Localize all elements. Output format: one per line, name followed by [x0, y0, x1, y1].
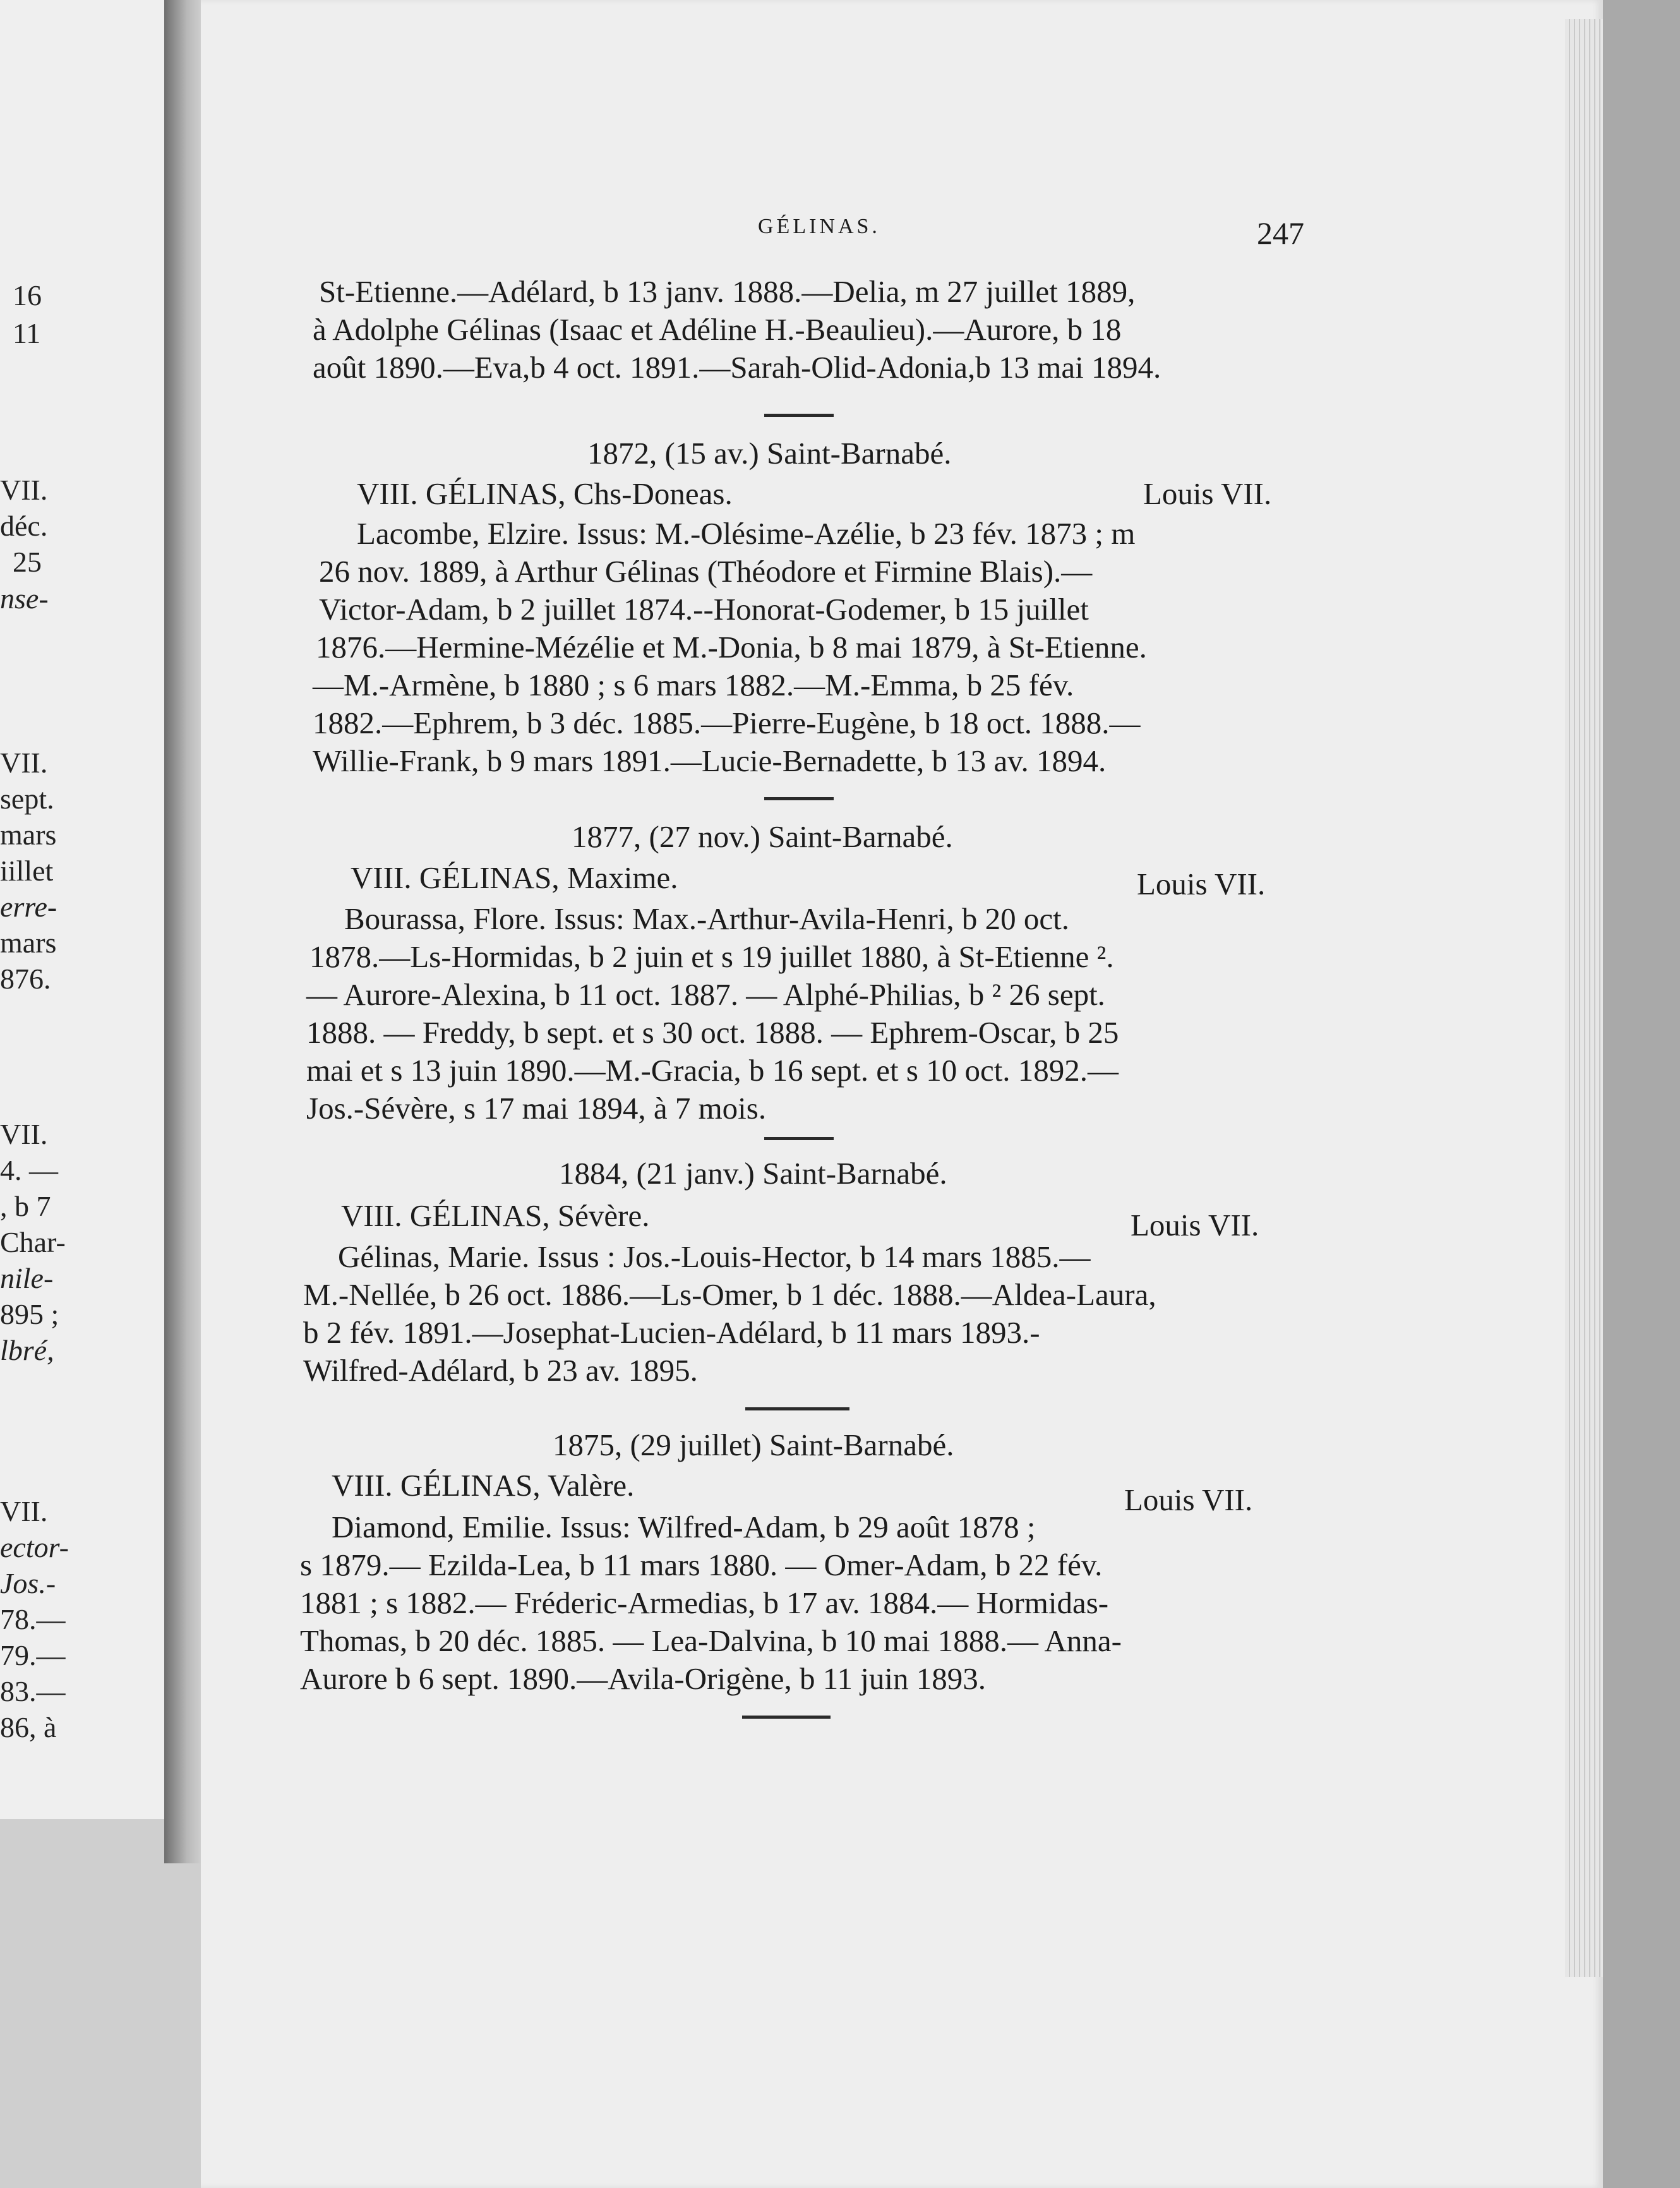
- marriage-heading: 1875, (29 juillet) Saint-Barnabé.: [553, 1428, 954, 1462]
- parent-reference: Louis VII.: [1143, 476, 1272, 511]
- left-fragment: , b 7: [0, 1190, 51, 1222]
- left-fragment: nse-: [0, 582, 49, 615]
- entry-line: mai et s 13 juin 1890.—M.-Gracia, b 16 sept. et s 10 oct. 1892.—: [306, 1053, 1119, 1088]
- marriage-heading: 1884, (21 janv.) Saint-Barnabé.: [559, 1156, 947, 1191]
- family-name-line: VIII. GÉLINAS, Valère.: [332, 1468, 635, 1503]
- entry-line: b 2 fév. 1891.—Josephat-Lucien-Adélard, b 11 mars 1893.-: [303, 1315, 1040, 1350]
- left-fragment: 86, à: [0, 1711, 57, 1743]
- family-name-line: VIII. GÉLINAS, Chs-Doneas.: [357, 476, 733, 511]
- left-fragment: 11: [13, 317, 41, 349]
- entry-line: Bourassa, Flore. Issus: Max.-Arthur-Avila-Henri, b 20 oct.: [344, 901, 1070, 936]
- left-fragment: 16: [13, 279, 42, 311]
- scanner-background: [1603, 0, 1680, 2188]
- left-fragment: iillet: [0, 855, 54, 887]
- left-fragment: sept.: [0, 783, 54, 815]
- left-fragment: erre-: [0, 891, 57, 923]
- family-name-line: VIII. GÉLINAS, Sévère.: [341, 1198, 650, 1233]
- entry-line: s 1879.— Ezilda-Lea, b 11 mars 1880. — Omer-Adam, b 22 fév.: [300, 1548, 1103, 1582]
- left-fragment: 79.—: [0, 1639, 66, 1671]
- parent-reference: Louis VII.: [1124, 1482, 1253, 1517]
- left-fragment: déc.: [0, 510, 48, 542]
- entry-line: Gélinas, Marie. Issus : Jos.-Louis-Hector, b 14 mars 1885.—: [338, 1239, 1091, 1274]
- section-divider: [764, 1137, 834, 1140]
- left-fragment: 895 ;: [0, 1298, 59, 1330]
- parent-reference: Louis VII.: [1131, 1208, 1259, 1242]
- left-fragment: 78.—: [0, 1603, 66, 1635]
- left-fragment: 25: [13, 546, 42, 578]
- entry-line: 1881 ; s 1882.— Fréderic-Armedias, b 17 av. 1884.— Hormidas-: [300, 1585, 1109, 1620]
- entry-line: Victor-Adam, b 2 juillet 1874.--Honorat-Godemer, b 15 juillet: [319, 592, 1089, 627]
- page-number: 247: [1257, 215, 1304, 251]
- left-fragment: Char-: [0, 1226, 66, 1258]
- left-fragment: VII.: [0, 474, 48, 506]
- left-fragment: VII.: [0, 1495, 48, 1527]
- page-edges: [1565, 19, 1603, 1977]
- left-fragment: lbré,: [0, 1334, 54, 1366]
- section-divider: [764, 414, 834, 417]
- marriage-heading: 1872, (15 av.) Saint-Barnabé.: [587, 436, 952, 471]
- section-divider: [745, 1407, 849, 1410]
- entry-line: M.-Nellée, b 26 oct. 1886.—Ls-Omer, b 1 déc. 1888.—Aldea-Laura,: [303, 1277, 1156, 1312]
- left-fragment: nile-: [0, 1262, 54, 1294]
- entry-line: Willie-Frank, b 9 mars 1891.—Lucie-Bernadette, b 13 av. 1894.: [313, 743, 1107, 778]
- entry-line: Wilfred-Adélard, b 23 av. 1895.: [303, 1353, 698, 1388]
- entry-line: Jos.-Sévère, s 17 mai 1894, à 7 mois.: [306, 1091, 767, 1126]
- entry-line: Lacombe, Elzire. Issus: M.-Olésime-Azélie, b 23 fév. 1873 ; m: [357, 516, 1136, 551]
- entry-line: 1876.—Hermine-Mézélie et M.-Donia, b 8 mai 1879, à St-Etienne.: [316, 630, 1147, 664]
- marriage-heading: 1877, (27 nov.) Saint-Barnabé.: [572, 819, 953, 854]
- left-fragment: mars: [0, 927, 57, 959]
- entry-line: 1888. — Freddy, b sept. et s 30 oct. 1888. — Ephrem-Oscar, b 25: [306, 1015, 1119, 1050]
- entry-line: — Aurore-Alexina, b 11 oct. 1887. — Alphé-Philias, b ² 26 sept.: [306, 977, 1105, 1012]
- parent-reference: Louis VII.: [1137, 867, 1266, 901]
- left-fragment: 4. —: [0, 1154, 58, 1186]
- left-fragment: mars: [0, 819, 57, 851]
- left-fragment: Jos.-: [0, 1567, 56, 1599]
- left-fragment: VII.: [0, 1118, 48, 1150]
- book-gutter: [164, 0, 202, 1863]
- left-fragment: VII.: [0, 747, 48, 779]
- entry-line: Aurore b 6 sept. 1890.—Avila-Origène, b 11 juin 1893.: [300, 1661, 986, 1696]
- continuation-line: à Adolphe Gélinas (Isaac et Adéline H.-Beaulieu).—Aurore, b 18: [313, 312, 1122, 347]
- continuation-line: St-Etienne.—Adélard, b 13 janv. 1888.—Delia, m 27 juillet 1889,: [319, 274, 1136, 309]
- entry-line: 26 nov. 1889, à Arthur Gélinas (Théodore et Firmine Blais).—: [319, 554, 1093, 589]
- entry-line: 1882.—Ephrem, b 3 déc. 1885.—Pierre-Eugène, b 18 oct. 1888.—: [313, 706, 1141, 740]
- continuation-line: août 1890.—Eva,b 4 oct. 1891.—Sarah-Olid-Adonia,b 13 mai 1894.: [313, 350, 1161, 385]
- left-fragment: ector-: [0, 1531, 69, 1563]
- entry-line: 1878.—Ls-Hormidas, b 2 juin et s 19 juillet 1880, à St-Etienne ².: [309, 939, 1114, 974]
- section-divider: [742, 1716, 831, 1719]
- entry-line: Thomas, b 20 déc. 1885. — Lea-Dalvina, b 10 mai 1888.— Anna-: [300, 1623, 1122, 1658]
- left-fragment: 83.—: [0, 1675, 66, 1707]
- family-name-line: VIII. GÉLINAS, Maxime.: [351, 860, 678, 895]
- running-head: GÉLINAS.: [758, 215, 880, 238]
- section-divider: [764, 797, 834, 800]
- entry-line: —M.-Armène, b 1880 ; s 6 mars 1882.—M.-Emma, b 25 fév.: [313, 668, 1074, 702]
- entry-line: Diamond, Emilie. Issus: Wilfred-Adam, b 29 août 1878 ;: [332, 1510, 1036, 1544]
- left-fragment: 876.: [0, 963, 51, 995]
